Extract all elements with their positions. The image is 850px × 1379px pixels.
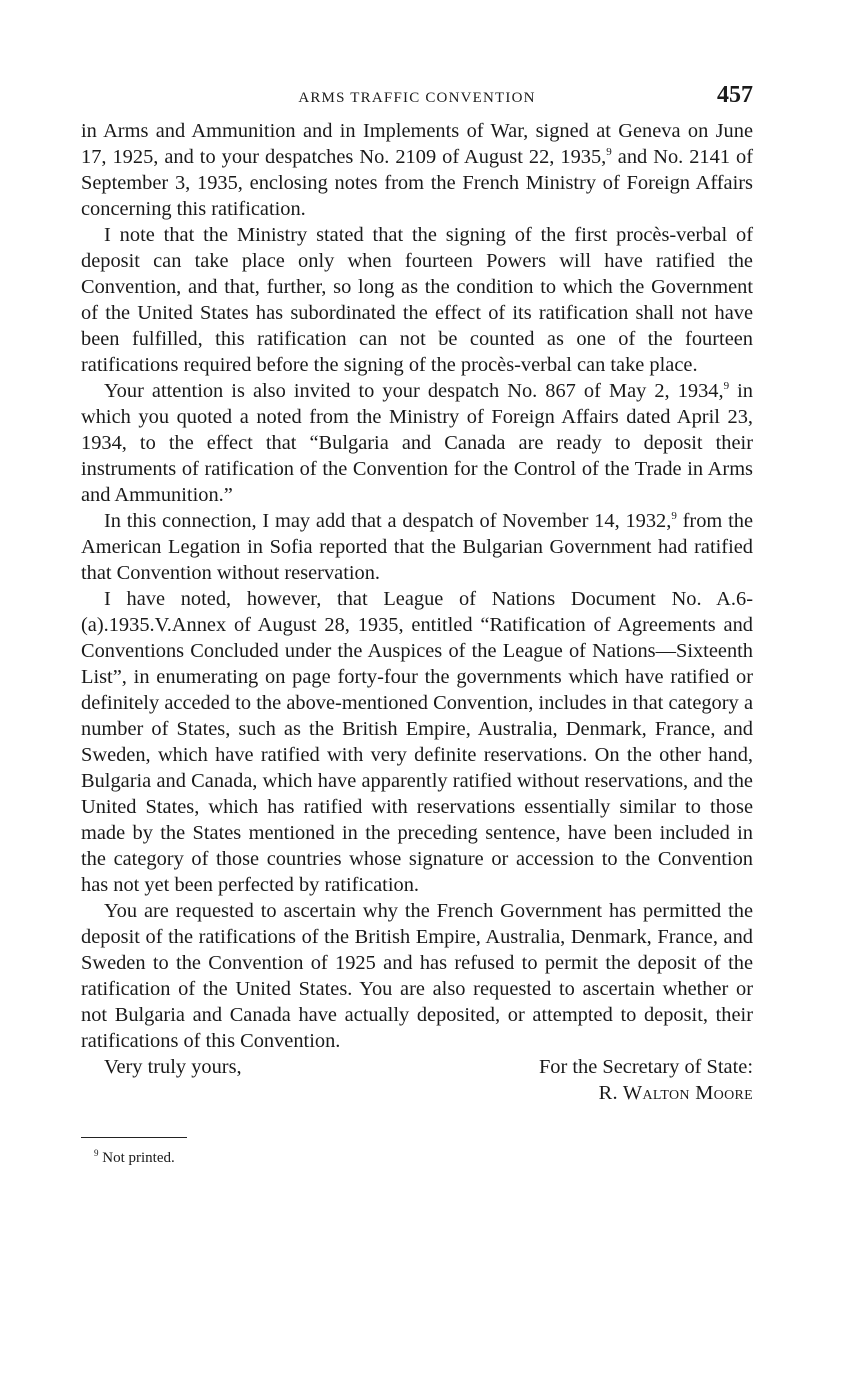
paragraph-6: You are requested to ascertain why the French Government has permitted the deposit of the ratifications of the British Empire, Australia, Denmark, France, and Sweden to the Convention of 1925 and has refused to permit the deposit of the ratification of the United States. You are also requested to ascertain whether or not Bulgaria and Canada have actually deposited, or attempted to deposit, their ratifications of this Convention. — [81, 900, 753, 1052]
footnote-marker: 9 — [94, 1148, 99, 1158]
paragraph-2: I note that the Ministry stated that the signing of the first procès-verbal of deposit can take place only when fourteen Powers will have ratified the Convention, and that, further, so long as the condition to which the Government of the United States has subordinated the effect of its ratification shall not have been fulfilled, this ratification can not be counted as one of the fourteen ratifications required before the signing of the procès-verbal can take place. — [81, 224, 753, 376]
running-header — [81, 78, 753, 118]
paragraph-4-text-b: from the American Legation in Sofia reported that the Bulgarian Government had ratified that Convention without reservation. — [81, 510, 753, 584]
paragraph-3 — [81, 378, 753, 508]
footnote-divider — [81, 1137, 187, 1138]
footnote-reference: 9 — [723, 380, 730, 393]
paragraph-3-text-b: in which you quoted a noted from the Ministry of Foreign Affairs dated April 23, 1934, to the effect that “Bulgaria and Canada are ready to deposit their instruments of ratification of the Convention for the Control of the Trade in Arms and Ammunition.” — [81, 380, 753, 506]
running-title: ARMS TRAFFIC CONVENTION — [298, 90, 536, 106]
page-number: 457 — [717, 82, 753, 108]
closing-row — [81, 1054, 753, 1080]
paragraph-5: I have noted, however, that League of Nations Document No. A.6-(a).1935.V.Annex of August 28, 1935, entitled “Ratification of Agreements and Conventions Concluded under the Auspices of the League of Nations—Sixteenth List”, in enumerating on page forty-four the governments which have ratified or definitely acceded to the above-mentioned Convention, includes in that category a number of States, such as the British Empire, Australia, Denmark, France, and Sweden, which have ratified with very definite reservations. On the other hand, Bulgaria and Canada, which have apparently ratified without reservations, and the United States, which has ratified with reservations essentially similar to those made by the States mentioned in the preceding sentence, have been included in the category of those countries whose signature or accession to the Convention has not yet been perfected by ratification. — [81, 588, 753, 896]
paragraph-4 — [81, 508, 753, 586]
signer-name: R. Walton Moore — [598, 1082, 753, 1104]
footnote-reference: 9 — [606, 146, 612, 159]
signature-line: For the Secretary of State: — [538, 1056, 753, 1078]
document-page — [81, 78, 753, 1167]
salutation: Very truly yours, — [104, 1056, 242, 1078]
letter-body — [81, 118, 753, 1106]
footnote-text: Not printed. — [98, 1150, 175, 1166]
footnote-reference: 9 — [671, 510, 677, 523]
footnote — [81, 1148, 753, 1167]
paragraph-4-text-a: In this connection, I may add that a despatch of November 14, 1932, — [104, 510, 672, 532]
paragraph-3-text-a: Your attention is also invited to your despatch No. 867 of May 2, 1934, — [104, 380, 724, 402]
paragraph-1-text-a: in Arms and Ammunition and in Implements of War, signed at Geneva on June 17, 1925, and to your despatches No. 2109 of August 22, 1935, — [81, 120, 753, 168]
paragraph-1-text-b: and No. 2141 of September 3, 1935, enclosing notes from the French Ministry of Foreign Affairs concerning this ratification. — [81, 146, 753, 220]
paragraph-1 — [81, 118, 753, 222]
